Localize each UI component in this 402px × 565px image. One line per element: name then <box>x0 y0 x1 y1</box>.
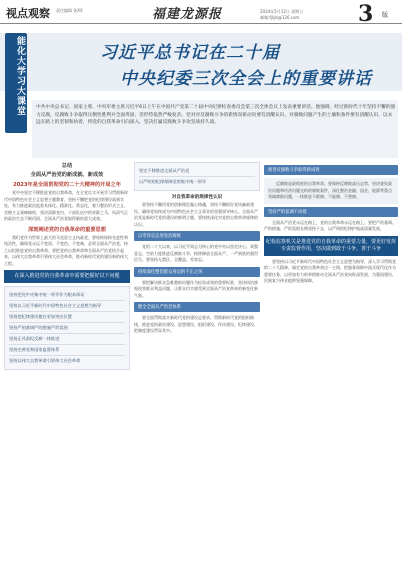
section-kicker: 总结 <box>61 163 73 169</box>
newspaper-masthead: 福建龙源报 <box>152 7 223 22</box>
article-title: 习近平总书记在二十届 <box>100 43 280 63</box>
subsection-bar: 健全全面从严治党体系 <box>134 302 260 312</box>
body-paragraph: 我们党作为世界上最大的马克思主义执政党，要始终保持先进性和纯洁性，确保党永远不变质、不变色、不变味，必须全面从严治党，持之以恒推进党的自我革命。要把党的自我革命和全面从严治党结合起来，以伟大自我革命引领伟大社会革命，推动新时代党的建设新的伟大工程。 <box>4 234 128 266</box>
body-paragraph: 党中央坚定不移推进党的自我革命，在全党扎实开展学习贯彻新时代中国特色社会主义思想主题教育，坚持不懈把党的纪律建设落到实处，有力推进政治监督具体化、精准化、常态化，着力整治形式主义、官僚主义顽瘴痼疾，坚决清除党内、干部队伍中的害群之马，风清气正的政治生态不断巩固，全面从严治党取得新的重大成效。 <box>4 190 128 221</box>
shaded-box <box>264 178 398 204</box>
section-heading: 全面从严治党的新成就、新成效 <box>30 172 104 178</box>
point-list <box>4 286 130 370</box>
list-item: 坚持完善党和国家监督体系 <box>9 345 125 356</box>
body-paragraph: 反腐败是最彻底的自我革命。要保持反腐败高压态势，坚决查处政治问题和经济问题交织的腐败案件，深化整治金融、国企、能源等重点领域腐败问题，一体推进不敢腐、不能腐、不想腐。 <box>268 181 392 199</box>
list-item: 坚定不移推进全面从严治党 <box>139 166 255 177</box>
section-heading: 对自我革命的规律性认识 <box>171 195 223 200</box>
box-title: 纪检监察机关是推进党的自我革命的重要力量，要更好发挥专责监督作用，坚决做到敢于斗争、善于斗争 <box>264 236 398 256</box>
contact-email: 邮箱:fjlyb@126.com <box>260 15 300 20</box>
subsection-bar: 持续深化整治群众身边的不正之风 <box>134 267 260 277</box>
body-paragraph: 要把解决群众急难愁盼问题作为检验成效的重要标准，坚决纠治漠视侵害群众利益问题，让群众切实感受到全面从严治党带来的新变化新气象。 <box>134 279 258 298</box>
section-label: 视点观察 <box>6 7 50 20</box>
list-item: 坚持严的基调严的措施严的氛围 <box>9 323 125 334</box>
body-paragraph: 要坚持以习近平新时代中国特色社会主义思想为指导，深入学习贯彻党的二十大精神，锚定党的自我革命这一主线，把服务保障中国式现代化作为重要任务，以更加有力的举措推动全面从严治党向纵深发展，为强国建设、民族复兴伟业提供坚强保障。 <box>264 258 396 283</box>
issue-date: 2024年5月12日 星期日 <box>260 9 304 14</box>
list-item: 坚持把纪律建设摆在更加突出位置 <box>9 312 125 323</box>
list-item: 坚持正风肃纪反腐一体推进 <box>9 334 125 345</box>
editor-line: 责任编辑 张XX <box>56 8 83 13</box>
page-number: 3 <box>358 1 374 27</box>
point-list-top <box>134 162 260 191</box>
list-item: 坚持把党中央集中统一领导作为根本保证 <box>9 290 125 301</box>
page-suffix: 版 <box>382 12 389 19</box>
body-paragraph: 党的二十大以来，以习近平同志为核心的党中央以坚定决心、顽强意志、空前力度推进反腐败斗争，持续释放全面从严、一严到底的强烈信号。要坚持无禁区、全覆盖、零容忍。 <box>134 244 258 262</box>
subsection-bar: 以零容忍态度惩治腐败 <box>134 231 260 241</box>
lead-paragraph: 中共中央总书记、国家主席、中央军委主席习近平6日上午在中国共产党第二十届中央纪律检查委员会第三次全体会议上发表重要讲话。他强调，经过新时代十年坚持不懈的强力反腐，反腐败斗争取得压倒性胜利并全面巩固，但形势依然严峻复杂。党对对反腐败斗争的新情况新动向要有清醒认识，对腐败问题产生的土壤和条件要有清醒认识，以永远在路上的坚韧和执着，将党的自我革命引向深入，坚决打赢反腐败斗争攻坚战持久战。 <box>36 105 396 126</box>
subsection-bar: 坚持严的基调不动摇 <box>264 207 398 217</box>
box-title: 在深入推进党的自我革命中需要把握好以下问题 <box>4 270 130 283</box>
list-item: 坚持以伟大自我革命引领伟大社会革命 <box>9 358 81 363</box>
body-paragraph: 要坚持不懈用党的创新理论凝心铸魂，坚持不懈抓好党风廉政建设，确保党始终成为中国特色社会主义事业的坚强领导核心。全面从严治党是新时代党的建设的鲜明主题，要持续深化对党的自我革命规律的认识。 <box>134 202 258 227</box>
list-item: 以严明的纪律保障党的集中统一领导 <box>139 179 207 184</box>
column-left <box>4 162 130 373</box>
column-middle <box>134 162 260 335</box>
sub-heading: 2023年是全面贯彻党的二十大精神的开局之年 <box>13 182 121 188</box>
body-paragraph: 要全面贯彻落实新时代党的建设总要求，贯彻新时代党的组织路线，推进党的政治建设、思想建设、组织建设、作风建设、纪律建设，把制度建设贯穿其中。 <box>134 315 258 333</box>
subsection-bar: 推进反腐败斗争取得新成效 <box>264 165 398 175</box>
column-right <box>264 162 398 285</box>
body-paragraph: 全面从严治党永远在路上，党的自我革命永远在路上。要把严的基调、严的措施、严的氛围长期坚持下去，以严明的纪律护航高质量发展。 <box>264 219 396 231</box>
red-heading: 深刻阐述党的自我革命的重要思想 <box>28 226 106 233</box>
column-badge-label: 能化大学习大课堂 <box>15 36 25 116</box>
list-item: 坚持以习近平新时代中国特色社会主义思想为指导 <box>9 301 125 312</box>
article-subtitle: 中央纪委三次全会上的重要讲话 <box>120 69 372 89</box>
